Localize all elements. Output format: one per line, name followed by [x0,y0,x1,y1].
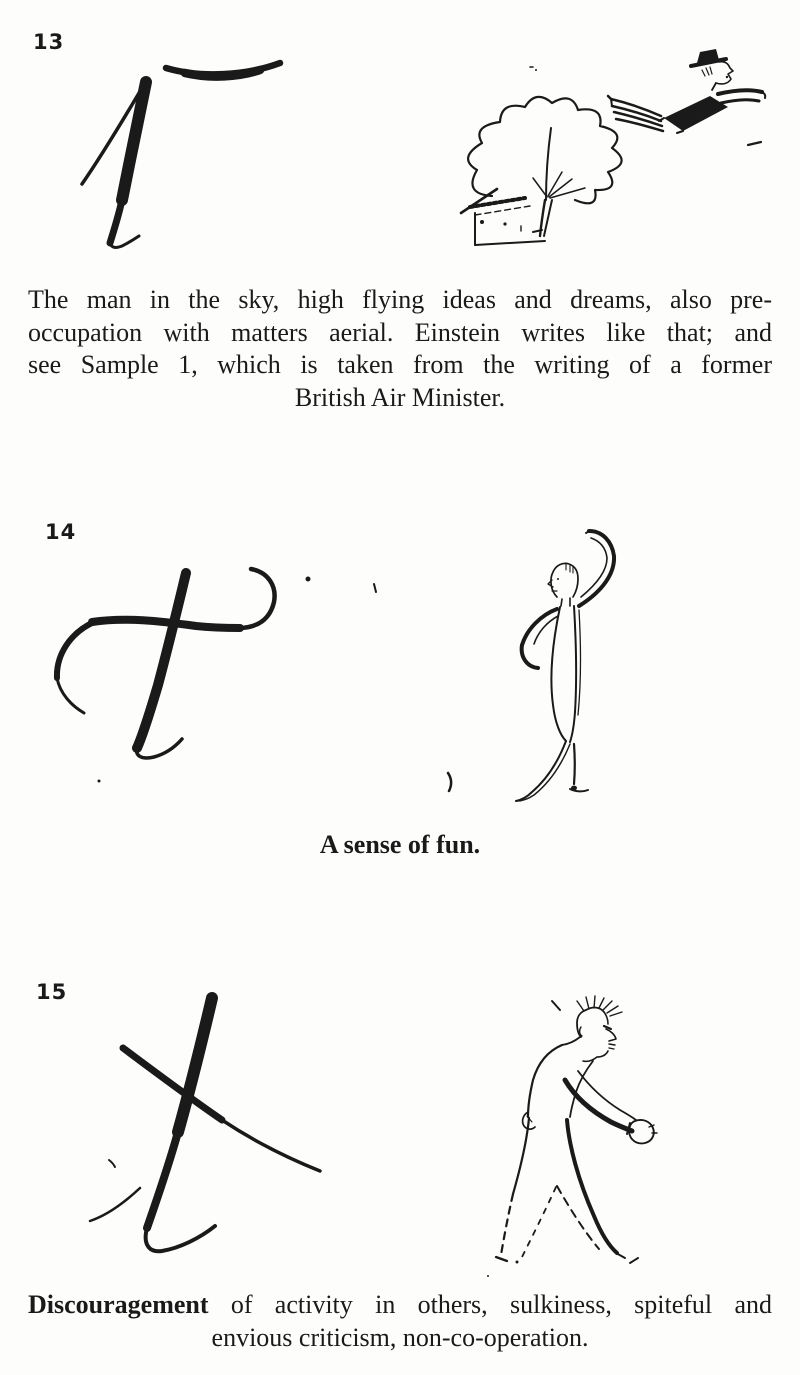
mouth [609,1044,615,1049]
sample-14-caption: A sense of fun. [319,830,481,859]
ink-speck [552,1001,560,1010]
neck [561,598,570,606]
t14-strokes [57,569,451,791]
hair-spikes [577,996,622,1016]
ink-speck [109,1160,115,1167]
face [716,62,733,84]
torso [551,606,580,742]
neck [562,1037,580,1045]
arm-lower [721,100,759,103]
ear [580,1027,582,1036]
t13-strokes [82,63,280,247]
caption-line: occupation with matters aerial. Einstein writes like that; and [28,317,772,347]
arm [718,90,762,94]
arm-and-fist [565,1071,657,1143]
head [577,996,622,1057]
sample-13-number: 13 [33,30,65,54]
tree-icon [468,97,621,236]
caption-line: envious criticism, non-co-operation. [211,1323,589,1352]
jacket [664,96,728,131]
handwriting-sample-t-14 [45,555,465,805]
caption-line-rest: of activity in others, sulkiness, spiteful and [208,1290,772,1319]
caption-line [28,1288,772,1321]
house-icon [461,189,545,245]
legs [608,96,663,131]
legs [487,1118,638,1277]
collar [583,1057,597,1061]
handwriting-sample-t-15 [80,980,340,1270]
caption-line: see Sample 1, which is taken from the writing of a former [28,350,772,379]
walking-man-illustration [480,990,665,1282]
sample-15-caption [28,1288,772,1354]
torso [523,1045,593,1129]
t15-strokes [90,998,320,1251]
head [548,563,578,597]
handwriting-sample-t-13 [60,45,300,260]
hair-scribble [702,67,712,76]
dancing-figure-illustration [505,520,645,810]
sample-13-caption [28,284,772,414]
nose [606,1029,616,1041]
flying-man-figure [608,49,765,133]
frowning-brow [604,1026,611,1029]
sample-14-number: 14 [45,520,77,544]
flying-man-illustration [450,35,800,250]
legs [516,741,588,801]
caption-bold-word: Discouragement [28,1290,209,1319]
caption-line: The man in the sky, high flying ideas and dreams, also pre- [28,285,772,314]
sample-15-number: 15 [36,980,68,1004]
caption-line: British Air Minister. [294,382,506,412]
raised-arm [579,531,614,606]
